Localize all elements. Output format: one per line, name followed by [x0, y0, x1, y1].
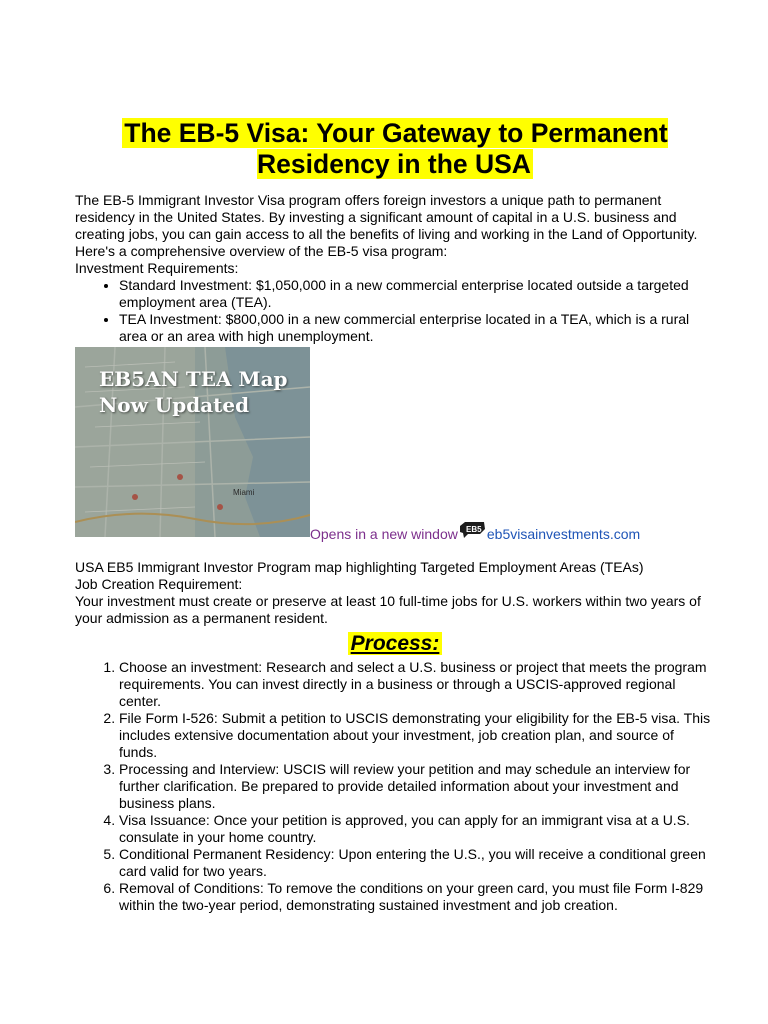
figure-row	[75, 347, 715, 542]
opens-new-window-link[interactable]: Opens in a new window	[310, 526, 458, 542]
job-text: Your investment must create or preserve at least 10 full-time jobs for U.S. workers within two years of your admission as a permanent resident.	[75, 593, 701, 626]
figure-link-row	[310, 520, 640, 543]
document-page	[75, 118, 715, 914]
process-heading-text: Process:	[348, 632, 443, 655]
investment-list	[75, 277, 715, 345]
figure-caption: USA EB5 Immigrant Investor Program map highlighting Targeted Employment Areas (TEAs)	[75, 559, 644, 575]
process-step: 6. Removal of Conditions: To remove the conditions on your green card, you must file Form I-829 within the two-year period, demonstrating sustained investment and job creation.	[119, 880, 715, 914]
map-city-label: Miami	[233, 488, 255, 497]
process-step: 4. Visa Issuance: Once your petition is approved, you can apply for an immigrant visa at a U.S. consulate in your home country.	[119, 812, 715, 846]
investment-item: • TEA Investment: $800,000 in a new commercial enterprise located in a TEA, which is a rural area or an area with high unemployment.	[119, 311, 715, 345]
process-step: 5. Conditional Permanent Residency: Upon entering the U.S., you will receive a conditional green card valid for two years.	[119, 846, 715, 880]
map-headline-line2: Now Updated	[99, 393, 250, 417]
map-headline	[99, 366, 288, 418]
intro-paragraph: The EB-5 Immigrant Investor Visa program offers foreign investors a unique path to permanent residency in the United States. By investing a significant amount of capital in a U.S. business and creating jobs, you can gain access to all the benefits of living and working in the Land of Opportunity.	[75, 192, 698, 242]
process-step: 3. Processing and Interview: USCIS will review your petition and may schedule an interview for further clarification. Be prepared to provide detailed information about your investment and business plans.	[119, 761, 715, 812]
investment-item: • Standard Investment: $1,050,000 in a new commercial enterprise located outside a targeted employment area (TEA).	[119, 277, 715, 311]
site-link[interactable]: eb5visainvestments.com	[486, 526, 641, 542]
process-steps-list	[75, 659, 715, 914]
map-headline-line1: EB5AN TEA Map	[99, 367, 288, 391]
job-heading: Job Creation Requirement:	[75, 576, 243, 592]
investment-heading: Investment Requirements:	[75, 260, 239, 276]
process-heading	[75, 631, 715, 657]
process-step: 2. File Form I-526: Submit a petition to USCIS demonstrating your eligibility for the EB-5 visa. This includes extensive documentation about your investment, job creation plan, and source of funds.	[119, 710, 715, 761]
document-title-text: The EB-5 Visa: Your Gateway to Permanent Residency in the USA	[124, 118, 668, 179]
document-title	[75, 118, 715, 180]
process-step: 1. Choose an investment: Research and select a U.S. business or project that meets the program requirements. You can invest directly in a business or through a USCIS-approved regional center.	[119, 659, 715, 710]
eb5-logo-text: EB5	[465, 525, 482, 534]
overview-line: Here's a comprehensive overview of the EB-5 visa program:	[75, 243, 448, 259]
eb5-logo-icon	[458, 520, 487, 540]
tea-map-image[interactable]	[75, 347, 310, 537]
